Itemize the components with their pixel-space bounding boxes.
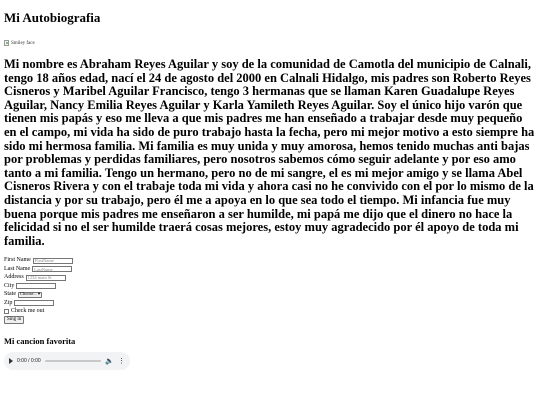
city-row <box>4 282 536 291</box>
check-me-out-checkbox[interactable] <box>4 309 9 314</box>
biography-paragraph: Mi nombre es Abraham Reyes Aguilar y soy de la comunidad de Camotla del municipio de Calnali, tengo 18 años edad, nací el 24 de agosto del 2000 en Calnali Hidalgo, mis padres son Roberto Reyes Cisneros y Maribel Aguilar Francisco, tengo 3 hermanas que se llaman Karen Guadalupe Reyes Aguilar, Nancy Emilia Reyes Aguilar y Karla Yamileth Reyes Aguilar. Soy el único hijo varón que tienen mis papás y eso me lleva a que mis padres me han enseñado a trabajar desde muy pequeño en el campo, mi vida ha sido de puro trabajo hasta la fecha, pero mi mejor motivo a esto siempre ha sido mi hermosa familia. Mi familia es muy unida y muy amorosa, hemos tenido muchas anti bajas por problemas y perdidas familiares, pero nosotros sabemos cómo seguir adelante y por eso amo tanto a mi familia. Tengo un hermano, pero no de mi sangre, el es mi mejor amigo y se llama Abel Cisneros Rivera y con el trabaje toda mi vida y ahora casi no he convivido con el por lo mismo de la distancia y por su trabajo, pero él me a apoya en lo que sea todo el tiempo. Mi infancia fue muy buena porque mis padres me enseñaron a ser humilde, mi papá me dijo que el dinero no hace la felicidad si no el ser humilde traerá cosas mejores, estoy muy agradecido por él apoyo de toda mi familia. <box>4 57 535 248</box>
zip-input[interactable] <box>14 300 54 306</box>
chevron-down-icon: ▾ <box>37 291 41 297</box>
first-name-label: First Name <box>4 257 31 264</box>
last-name-label: Last Name <box>4 265 31 272</box>
sign-in-button[interactable]: Sing in <box>4 316 24 324</box>
zip-row <box>4 299 536 308</box>
audio-progress-track[interactable] <box>45 360 102 362</box>
audio-time: 0:00 / 0:00 <box>17 358 41 365</box>
address-form <box>4 256 536 324</box>
address-input[interactable] <box>26 275 66 281</box>
image-alt-text: Smiley face <box>11 40 35 46</box>
address-row <box>4 273 536 282</box>
state-label: State <box>4 291 16 298</box>
first-name-input[interactable] <box>33 258 73 264</box>
city-input[interactable] <box>16 283 56 289</box>
state-row <box>4 290 536 299</box>
state-selected-value: Choose... <box>20 291 37 297</box>
city-label: City <box>4 282 15 289</box>
first-name-row <box>4 256 536 265</box>
last-name-row <box>4 265 536 274</box>
audio-player <box>4 352 130 370</box>
zip-label: Zip <box>4 299 13 306</box>
music-heading: Mi cancion favorita <box>4 336 76 347</box>
page-title: Mi Autobiografia <box>4 10 101 25</box>
checkbox-label: Check me out <box>11 308 45 315</box>
broken-image-icon <box>4 40 9 46</box>
address-label: Address <box>4 274 24 281</box>
checkbox-row <box>4 307 536 316</box>
address-placeholder: 1234 main St <box>27 275 52 281</box>
last-name-placeholder: LastName <box>34 266 53 272</box>
state-select[interactable] <box>18 292 42 298</box>
smiley-image <box>4 38 536 48</box>
volume-icon[interactable]: 🔈 <box>105 357 114 365</box>
submit-row <box>4 316 536 325</box>
first-name-placeholder: FirstName <box>34 258 54 264</box>
last-name-input[interactable] <box>32 266 72 272</box>
page <box>0 10 540 370</box>
play-icon[interactable] <box>9 358 13 364</box>
more-options-icon[interactable]: ⋮ <box>118 357 125 365</box>
